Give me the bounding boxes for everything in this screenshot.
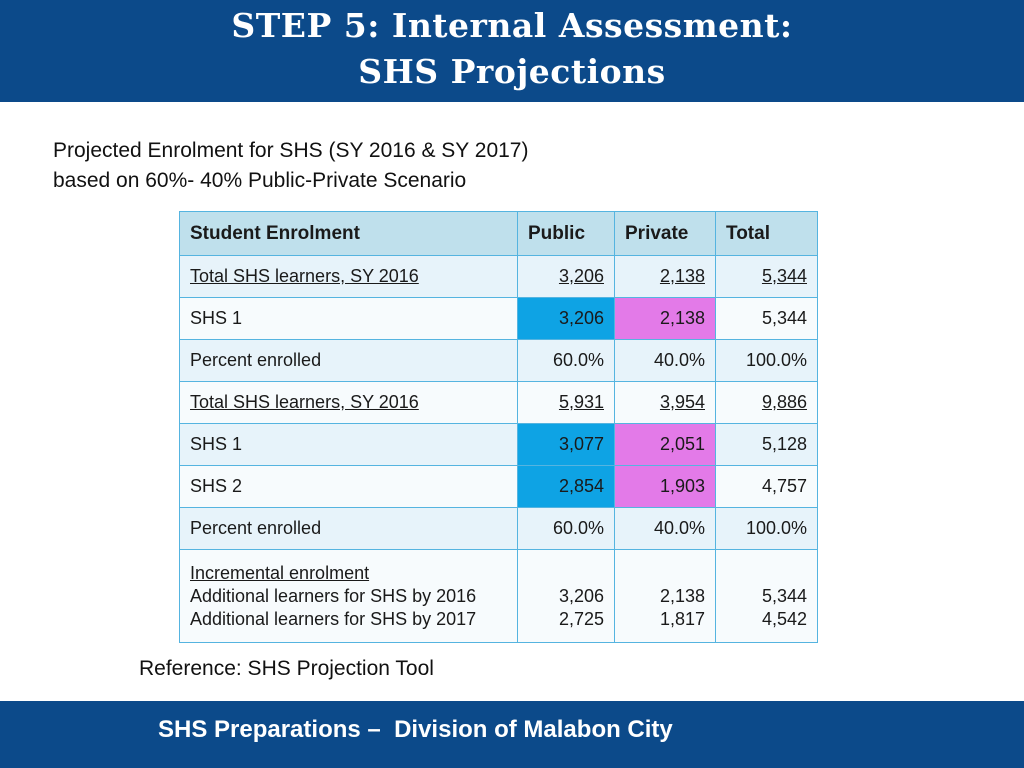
incremental-label-cell xyxy=(180,550,518,643)
total-cell xyxy=(716,256,818,298)
total-value: 5,344 xyxy=(761,266,807,286)
slide-title-line-2: SHS Projections xyxy=(358,52,666,91)
total-cell: 100.0% xyxy=(716,340,818,382)
public-value: 3,206 xyxy=(558,266,604,286)
public-value: 5,931 xyxy=(558,392,604,412)
row-label: Percent enrolled xyxy=(180,340,518,382)
private-value: 2,138 xyxy=(659,266,705,286)
incremental-private-cell xyxy=(615,550,716,643)
slide-title-line-1: STEP 5: Internal Assessment: xyxy=(231,6,793,45)
column-header-private: Private xyxy=(615,212,716,256)
public-cell: 60.0% xyxy=(518,340,615,382)
incremental-total-2017: 4,542 xyxy=(761,608,807,629)
table-row-incremental xyxy=(180,550,818,643)
incremental-total-cell xyxy=(716,550,818,643)
public-cell-highlighted: 2,854 xyxy=(518,466,615,508)
table-row xyxy=(180,466,818,508)
total-cell xyxy=(716,382,818,424)
column-header-student-enrolment: Student Enrolment xyxy=(180,212,518,256)
subtitle-line-2: based on 60%- 40% Public-Private Scenario xyxy=(53,169,467,192)
table-header-row xyxy=(180,212,818,256)
table-row xyxy=(180,298,818,340)
incremental-public-cell xyxy=(518,550,615,643)
incremental-total-2016: 5,344 xyxy=(761,585,807,606)
private-cell-highlighted: 2,051 xyxy=(615,424,716,466)
row-label-text: Total SHS learners, SY 2016 xyxy=(190,266,419,286)
row-label: SHS 2 xyxy=(180,466,518,508)
private-value: 3,954 xyxy=(659,392,705,412)
incremental-heading: Incremental enrolment xyxy=(190,562,370,583)
total-value: 9,886 xyxy=(761,392,807,412)
private-cell: 40.0% xyxy=(615,508,716,550)
private-cell: 40.0% xyxy=(615,340,716,382)
private-cell-highlighted: 1,903 xyxy=(615,466,716,508)
public-cell xyxy=(518,256,615,298)
private-cell xyxy=(615,382,716,424)
table-row xyxy=(180,382,818,424)
total-cell: 5,344 xyxy=(716,298,818,340)
row-label xyxy=(180,382,518,424)
private-cell xyxy=(615,256,716,298)
private-cell-highlighted: 2,138 xyxy=(615,298,716,340)
public-cell: 60.0% xyxy=(518,508,615,550)
incremental-private-2017: 1,817 xyxy=(659,608,705,629)
public-cell xyxy=(518,382,615,424)
column-header-public: Public xyxy=(518,212,615,256)
incremental-public-2016: 3,206 xyxy=(558,585,604,606)
incremental-private-2016: 2,138 xyxy=(659,585,705,606)
row-label: SHS 1 xyxy=(180,424,518,466)
table-row xyxy=(180,424,818,466)
public-cell-highlighted: 3,077 xyxy=(518,424,615,466)
row-label xyxy=(180,256,518,298)
incremental-public-2017: 2,725 xyxy=(558,608,604,629)
table-row xyxy=(180,256,818,298)
incremental-line-1-label: Additional learners for SHS by 2016 xyxy=(190,585,477,606)
subtitle-line-1: Projected Enrolment for SHS (SY 2016 & SY 2017) xyxy=(53,139,529,162)
total-cell: 4,757 xyxy=(716,466,818,508)
footer-text: SHS Preparations – Division of Malabon City xyxy=(158,716,673,743)
total-cell: 5,128 xyxy=(716,424,818,466)
public-cell-highlighted: 3,206 xyxy=(518,298,615,340)
table-row xyxy=(180,508,818,550)
total-cell: 100.0% xyxy=(716,508,818,550)
column-header-total: Total xyxy=(716,212,818,256)
incremental-spacer xyxy=(726,562,807,585)
incremental-line-2-label: Additional learners for SHS by 2017 xyxy=(190,608,477,629)
row-label-text: Total SHS learners, SY 2016 xyxy=(190,392,419,412)
table-row xyxy=(180,340,818,382)
enrolment-table-container xyxy=(179,211,817,648)
incremental-spacer xyxy=(528,562,604,585)
row-label: Percent enrolled xyxy=(180,508,518,550)
incremental-spacer xyxy=(625,562,705,585)
row-label: SHS 1 xyxy=(180,298,518,340)
reference-note: Reference: SHS Projection Tool xyxy=(139,657,434,680)
enrolment-table xyxy=(179,211,818,643)
